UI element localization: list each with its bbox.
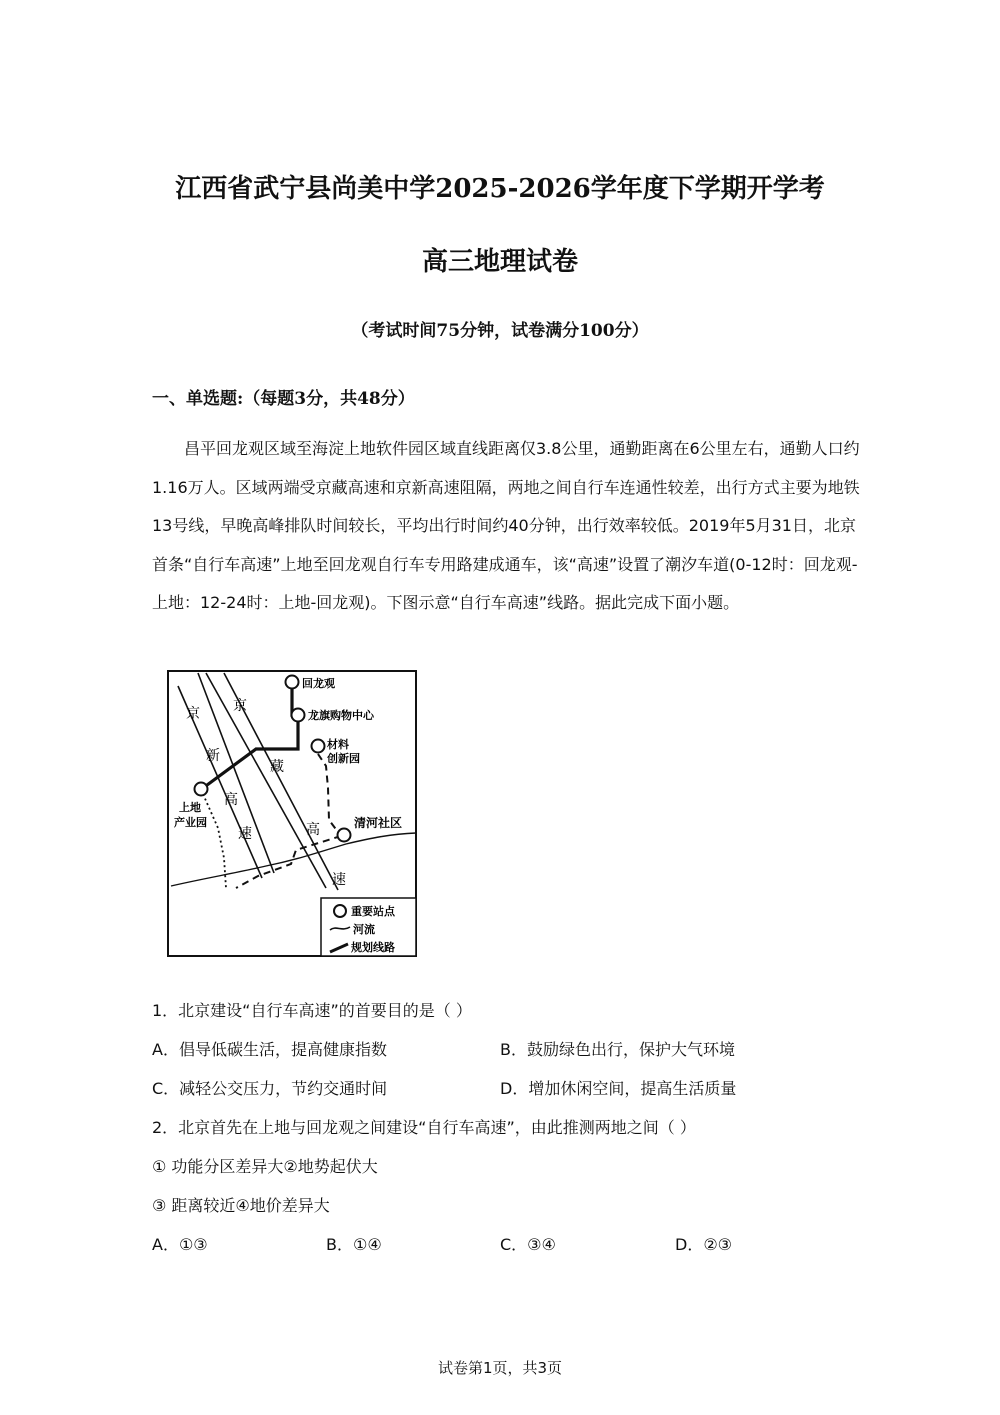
- legend-station-icon: [334, 905, 346, 917]
- station-huilongguan-icon: [286, 676, 299, 689]
- label-jingzang-4: 速: [332, 872, 346, 888]
- question-1-option-a[interactable]: A．倡导低碳生活，提高健康指数: [152, 1040, 387, 1059]
- question-2-statement-1: ① 功能分区差异大②地势起伏大: [152, 1157, 378, 1176]
- passage-text: 昌平回龙观区域至海淀上地软件园区域直线距离仅3.8公里，通勤距离在6公里左右，通勤人口约1.16万人。区域两端受京藏高速和京新高速阻隔，两地之间自行车连通性较差，出行方式主要为地铁13号线，早晚高峰排队时间较长，平均出行时间约40分钟，出行效率较低。2019年5月31日，北京首条“自行车高速”上地至回龙观自行车专用路建成通车，该“高速”设置了潮汐车道(0-12时：回龙观-上地：12-24时：上地-回龙观)。下图示意“自行车高速”线路。据此完成下面小题。: [152, 439, 860, 612]
- label-longqi: 龙旗购物中心: [308, 709, 374, 722]
- question-1-option-b[interactable]: B．鼓励绿色出行，保护大气环境: [500, 1040, 735, 1059]
- label-jingxin-2: 新: [206, 748, 220, 764]
- label-jingzang-1: 京: [233, 698, 247, 714]
- label-cailiao-1: 材料: [327, 738, 349, 751]
- label-cailiao-2: 创新园: [327, 752, 360, 765]
- question-2-option-a[interactable]: A．①③: [152, 1235, 208, 1254]
- question-1-option-c[interactable]: C．减轻公交压力，节约交通时间: [152, 1079, 388, 1098]
- label-jingxin-3: 高: [224, 792, 238, 808]
- question-2-stem: 2．北京首先在上地与回龙观之间建设“自行车高速”，由此推测两地之间（ ）: [152, 1118, 696, 1137]
- label-jingxin-4: 速: [238, 826, 252, 842]
- exam-title-line2: 高三地理试卷: [421, 247, 578, 277]
- label-jingzang-2: 藏: [270, 759, 284, 775]
- exam-title-line1: 江西省武宁县尚美中学2025-2026学年度下学期开学考: [175, 174, 825, 204]
- section-heading: 一、单选题:（每题3分，共48分）: [152, 389, 415, 409]
- question-2-option-b[interactable]: B．①④: [326, 1235, 382, 1254]
- station-shangdi-icon: [195, 783, 208, 796]
- passage: [152, 430, 864, 623]
- question-1-stem: 1．北京建设“自行车高速”的首要目的是（ ）: [152, 1001, 472, 1020]
- page-footer: 试卷第1页，共3页: [437, 1359, 563, 1377]
- legend-route-label: 规划线路: [351, 941, 395, 954]
- legend-station-label: 重要站点: [351, 905, 395, 918]
- label-shangdi-1: 上地: [179, 801, 201, 814]
- exam-info: （考试时间75分钟，试卷满分100分）: [351, 321, 649, 341]
- question-2-option-c[interactable]: C．③④: [500, 1235, 556, 1254]
- question-2-statement-2: ③ 距离较近④地价差异大: [152, 1196, 330, 1215]
- legend-river-label: 河流: [353, 923, 375, 936]
- label-qinghe: 清河社区: [354, 816, 403, 830]
- station-longqi-icon: [292, 709, 305, 722]
- station-cailiao-icon: [312, 740, 325, 753]
- question-2-option-d[interactable]: D．②③: [675, 1235, 733, 1254]
- label-jingzang-3: 高: [306, 822, 320, 838]
- question-1-option-d[interactable]: D．增加休闲空间，提高生活质量: [500, 1079, 737, 1098]
- bike-highway-map: [166, 668, 420, 960]
- label-shangdi-2: 产业园: [174, 816, 207, 829]
- label-jingxin-1: 京: [186, 706, 200, 722]
- label-huilongguan: 回龙观: [302, 677, 335, 690]
- station-qinghe-icon: [338, 829, 351, 842]
